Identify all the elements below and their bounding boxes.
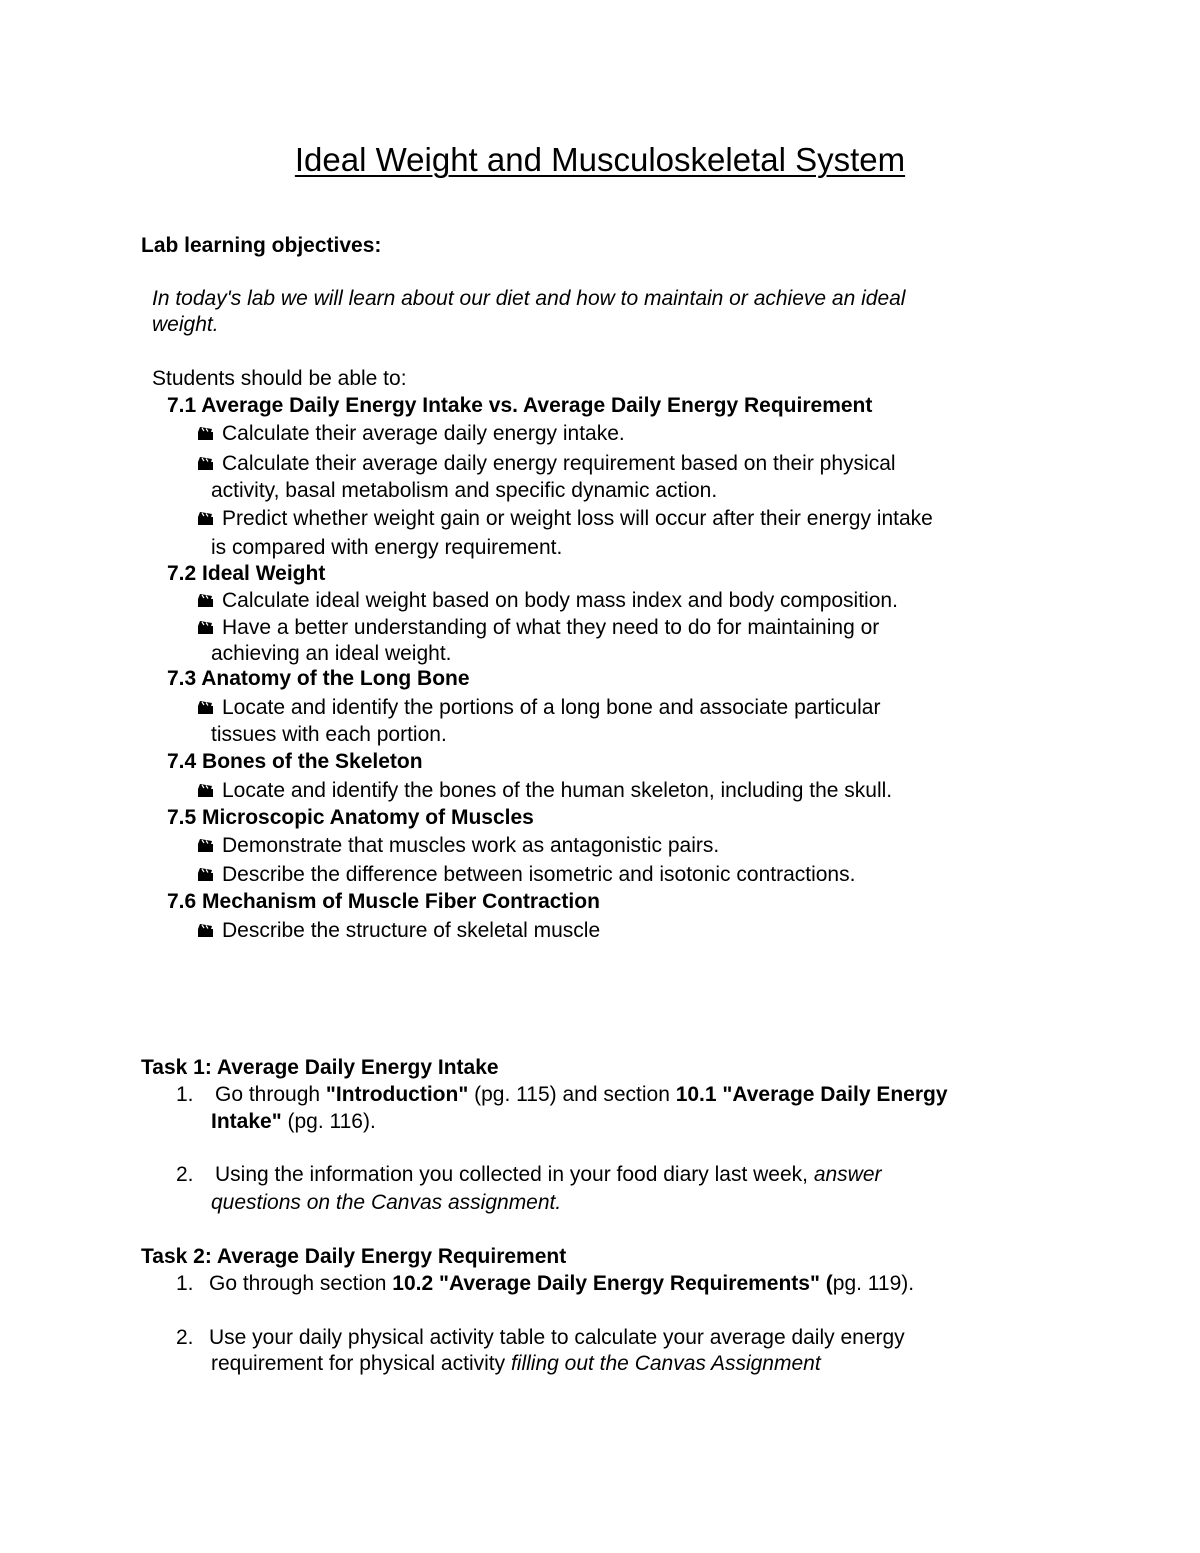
students-line: Students should be able to: <box>152 367 407 390</box>
task-2-item-2-number: 2. <box>176 1326 194 1349</box>
task-1-item-1 <box>215 1082 948 1108</box>
clapperboard-icon <box>197 456 214 471</box>
task-text: requirement for physical activity <box>211 1352 511 1375</box>
bullet-text: Describe the difference between isometric and isotonic contractions. <box>222 863 856 886</box>
section-heading-7-6: 7.6 Mechanism of Muscle Fiber Contraction <box>167 890 600 913</box>
task-text-bold: "Introduction" <box>325 1083 469 1106</box>
objective-bullet <box>197 778 892 804</box>
objective-bullet <box>197 506 933 532</box>
section-heading-7-5: 7.5 Microscopic Anatomy of Muscles <box>167 806 534 829</box>
task-1-item-2 <box>215 1162 882 1188</box>
bullet-text-continued: is compared with energy requirement. <box>211 536 563 559</box>
task-text-italic: answer <box>813 1163 882 1186</box>
objective-bullet <box>197 918 600 944</box>
bullet-text-continued: tissues with each portion. <box>211 723 447 746</box>
bullet-text: Have a better understanding of what they need to do for maintaining or <box>222 616 880 639</box>
task-1-item-2-number: 2. <box>176 1163 194 1186</box>
task-text: (pg. 115) and section <box>468 1083 676 1106</box>
task-1-heading: Task 1: Average Daily Energy Intake <box>141 1056 499 1079</box>
task-text: Go through section <box>209 1272 393 1295</box>
objective-bullet <box>197 695 880 721</box>
bullet-text-continued: achieving an ideal weight. <box>211 642 452 665</box>
intro-line-1: In today's lab we will learn about our diet and how to maintain or achieve an ideal <box>152 287 906 310</box>
bullet-text: Locate and identify the portions of a long bone and associate particular <box>222 696 881 719</box>
objectives-heading: Lab learning objectives: <box>141 234 382 257</box>
task-2-item-1 <box>209 1271 914 1297</box>
objective-bullet <box>197 615 879 641</box>
objective-bullet <box>197 421 625 447</box>
task-text: pg. 119). <box>832 1272 915 1295</box>
section-heading-7-3: 7.3 Anatomy of the Long Bone <box>167 667 470 690</box>
task-1-item-2-continued: questions on the Canvas assignment. <box>211 1191 562 1214</box>
task-1-item-1-continued <box>211 1109 376 1135</box>
clapperboard-icon <box>197 593 214 608</box>
objective-bullet <box>197 833 719 859</box>
clapperboard-icon <box>197 867 214 882</box>
task-text: Go through <box>215 1083 326 1106</box>
task-text: Using the information you collected in your food diary last week, <box>215 1163 814 1186</box>
task-text-bold: 10.1 "Average Daily Energy <box>675 1083 948 1106</box>
bullet-text-continued: activity, basal metabolism and specific dynamic action. <box>211 479 718 502</box>
task-1-item-1-number: 1. <box>176 1083 194 1106</box>
page-title: Ideal Weight and Musculoskeletal System <box>294 141 906 178</box>
bullet-text: Describe the structure of skeletal muscle <box>222 919 601 942</box>
clapperboard-icon <box>197 426 214 441</box>
clapperboard-icon <box>197 511 214 526</box>
intro-line-2: weight. <box>152 313 219 336</box>
bullet-text: Calculate their average daily energy requirement based on their physical <box>222 452 896 475</box>
clapperboard-icon <box>197 783 214 798</box>
section-heading-7-2: 7.2 Ideal Weight <box>167 562 326 585</box>
bullet-text: Calculate ideal weight based on body mass index and body composition. <box>222 589 898 612</box>
objective-bullet <box>197 588 898 614</box>
task-2-item-2: Use your daily physical activity table to calculate your average daily energy <box>209 1326 905 1349</box>
bullet-text: Calculate their average daily energy intake. <box>222 422 625 445</box>
clapperboard-icon <box>197 838 214 853</box>
bullet-text: Demonstrate that muscles work as antagonistic pairs. <box>222 834 720 857</box>
section-heading-7-1: 7.1 Average Daily Energy Intake vs. Average Daily Energy Requirement <box>167 394 873 417</box>
task-text: (pg. 116). <box>281 1110 376 1133</box>
task-2-item-2-continued <box>211 1351 821 1377</box>
task-2-heading: Task 2: Average Daily Energy Requirement <box>141 1245 567 1268</box>
task-text-italic: filling out the Canvas Assignment <box>510 1352 821 1375</box>
bullet-text: Predict whether weight gain or weight loss will occur after their energy intake <box>222 507 933 530</box>
clapperboard-icon <box>197 923 214 938</box>
objective-bullet <box>197 862 855 888</box>
task-text-bold: 10.2 "Average Daily Energy Requirements" ( <box>392 1272 833 1295</box>
clapperboard-icon <box>197 620 214 635</box>
task-text-bold: Intake" <box>211 1110 282 1133</box>
clapperboard-icon <box>197 700 214 715</box>
objective-bullet <box>197 451 896 477</box>
bullet-text: Locate and identify the bones of the human skeleton, including the skull. <box>222 779 893 802</box>
task-2-item-1-number: 1. <box>176 1272 194 1295</box>
section-heading-7-4: 7.4 Bones of the Skeleton <box>167 750 423 773</box>
